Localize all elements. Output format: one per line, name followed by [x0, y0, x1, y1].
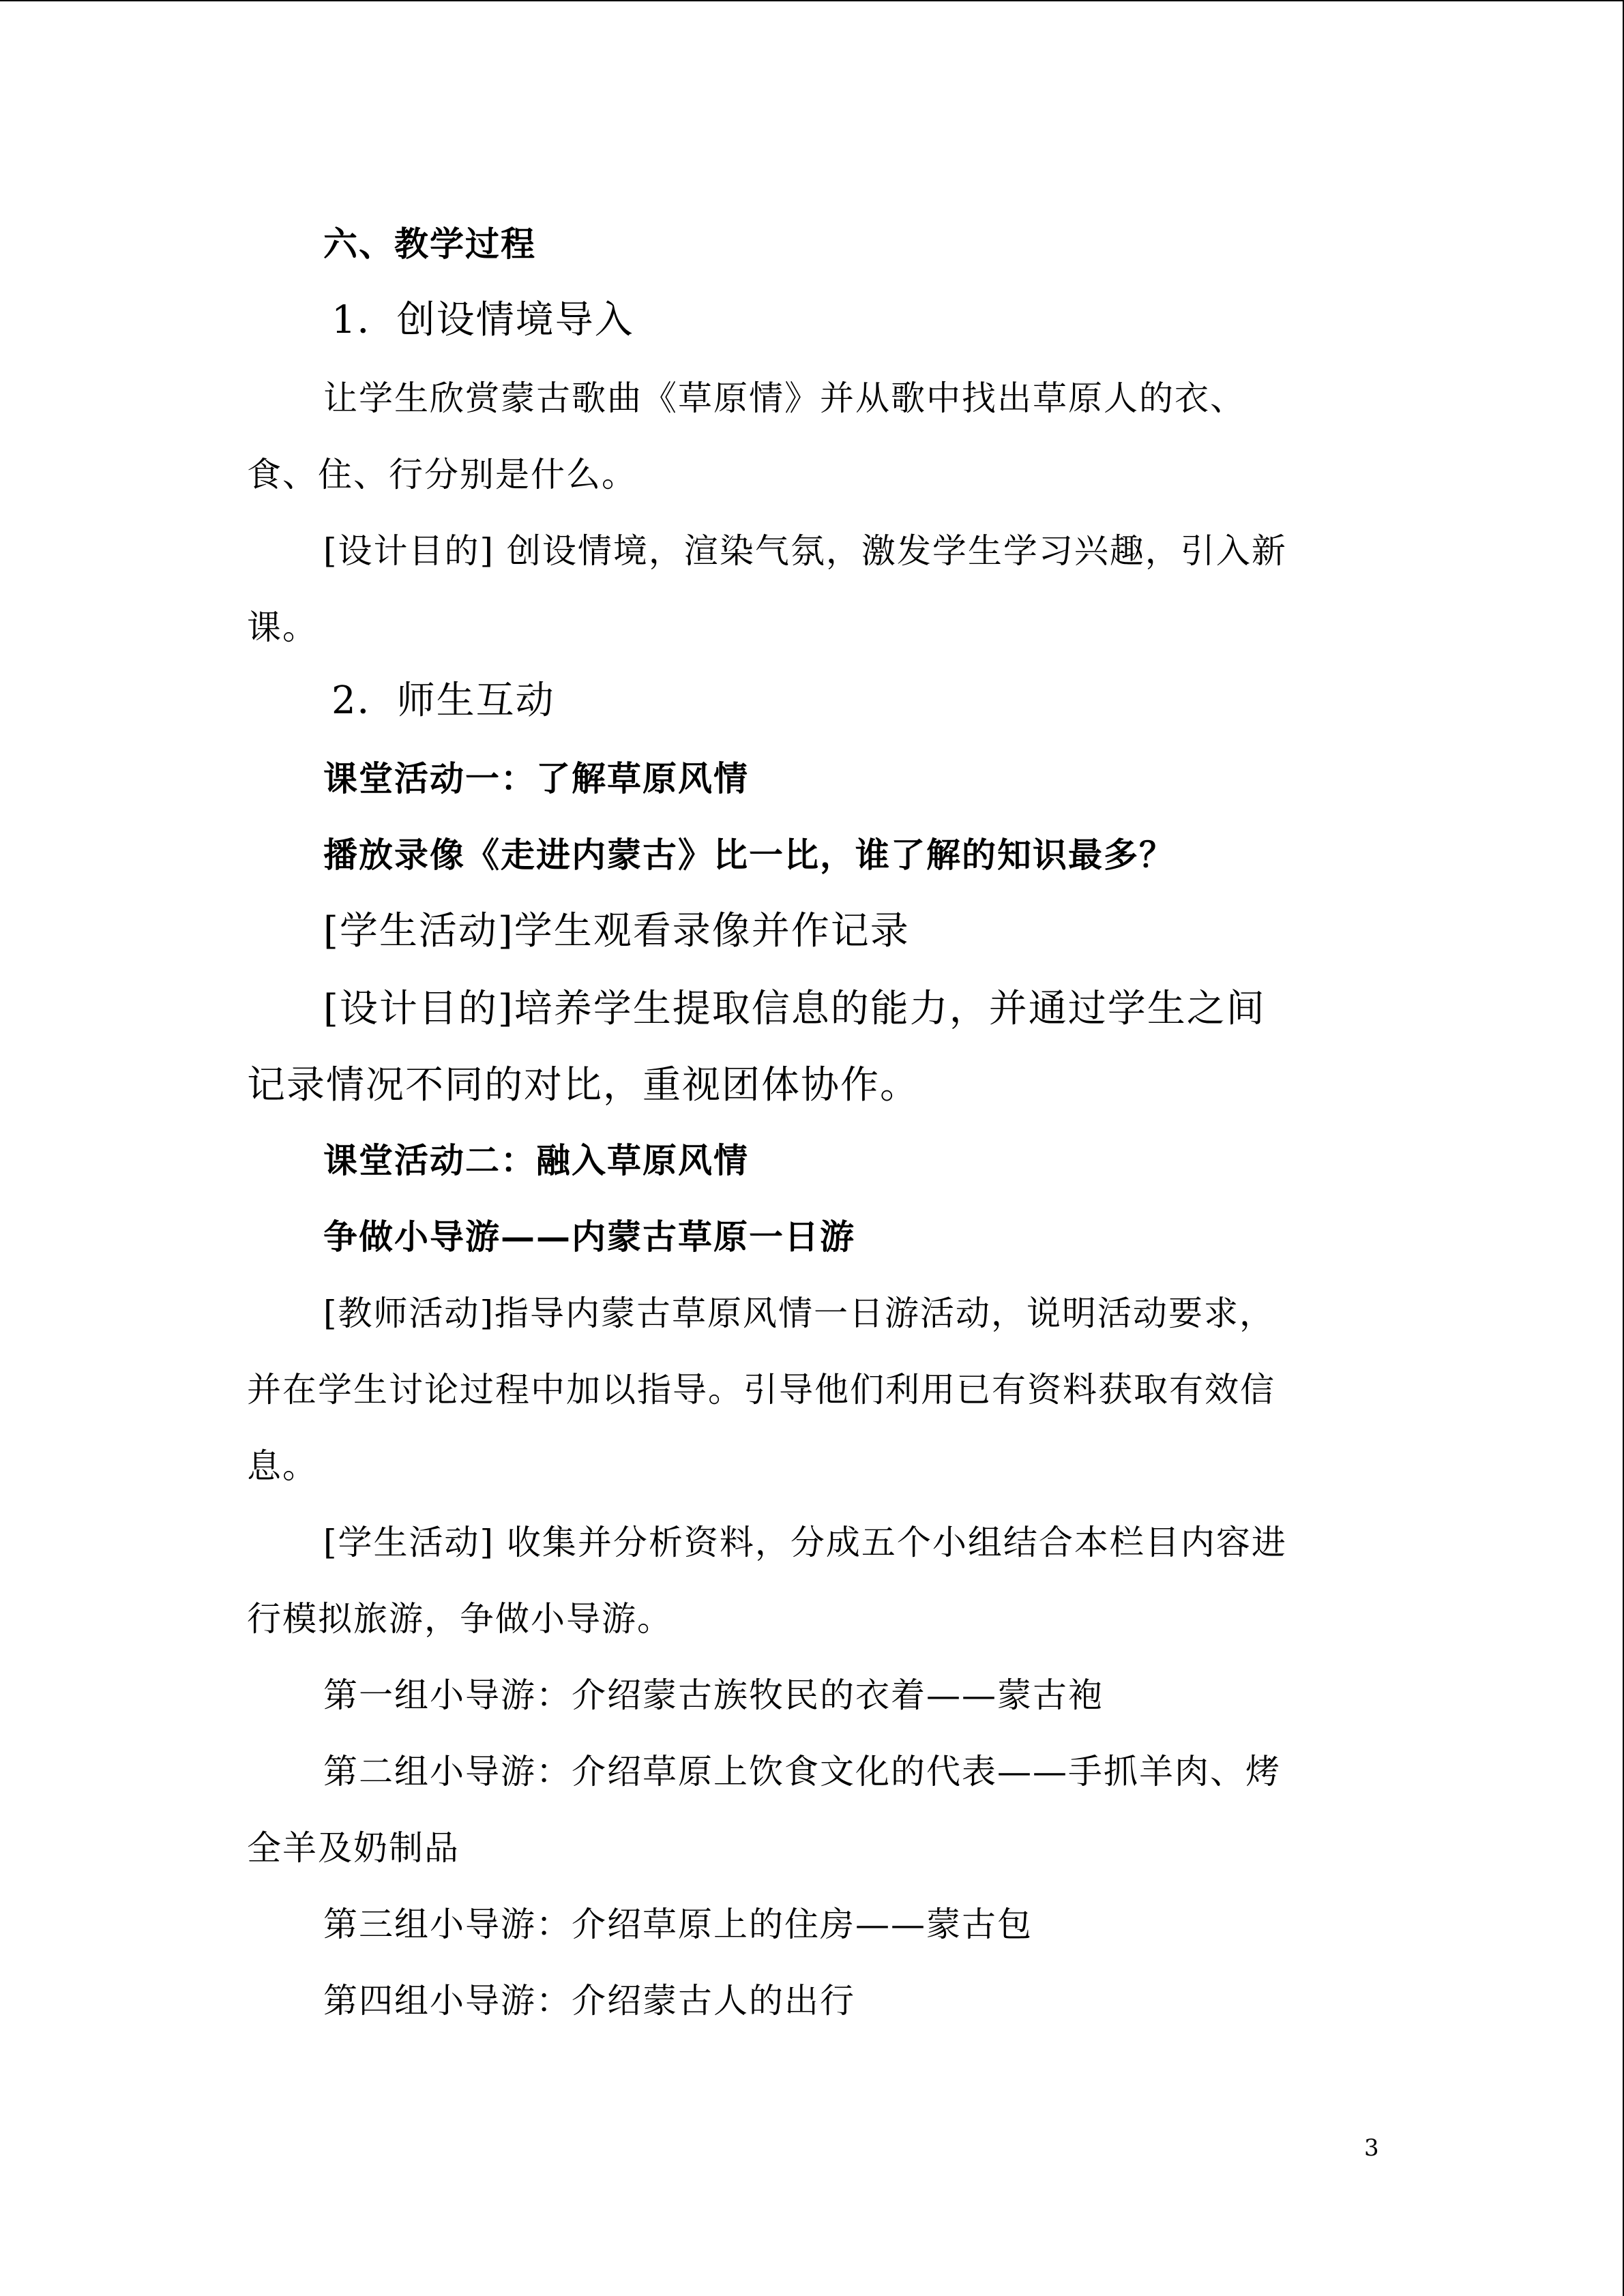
paragraph-line: [学生活动] 收集并分析资料，分成五个小组结合本栏目内容进	[323, 1523, 1287, 1562]
section-heading: 六、教学过程	[323, 224, 536, 264]
paragraph-line: 第三组小导游：介绍草原上的住房——蒙古包	[323, 1905, 1033, 1944]
paragraph-line: [设计目的] 创设情境，渲染气氛，激发学生学习兴趣，引入新	[323, 531, 1287, 571]
paragraph-line: [学生活动]学生观看录像并作记录	[323, 909, 910, 953]
paragraph-line: 行模拟旅游，争做小导游。	[247, 1599, 673, 1639]
paragraph-line: [教师活动]指导内蒙古草原风情一日游活动，说明活动要求，	[323, 1294, 1275, 1333]
paragraph-line: 第四组小导游：介绍蒙古人的出行	[323, 1981, 855, 2021]
paragraph-line: [设计目的]培养学生提取信息的能力，并通过学生之间	[323, 987, 1266, 1031]
activity-heading-2: 课堂活动二：融入草原风情	[323, 1140, 749, 1180]
paragraph-line: 课。	[247, 608, 318, 647]
paragraph-line: 全羊及奶制品	[247, 1828, 460, 1868]
paragraph-line: 并在学生讨论过程中加以指导。引导他们利用已有资料获取有效信	[247, 1370, 1275, 1410]
activity-subheading-2: 争做小导游——内蒙古草原一日游	[323, 1217, 855, 1257]
paragraph-line: 第一组小导游：介绍蒙古族牧民的衣着——蒙古袍	[323, 1675, 1104, 1715]
paragraph-line: 食、住、行分别是什么。	[247, 455, 637, 494]
activity-subheading-1: 播放录像《走进内蒙古》比一比，谁了解的知识最多？	[323, 835, 1175, 875]
paragraph-line: 息。	[247, 1446, 318, 1486]
subsection-heading-1: 1．创设情境导入	[331, 298, 634, 342]
subsection-heading-2: 2．师生互动	[331, 679, 555, 723]
paragraph-line: 记录情况不同的对比，重视团体协作。	[247, 1063, 919, 1107]
activity-heading-1: 课堂活动一：了解草原风情	[323, 758, 749, 799]
page-number: 3	[1364, 2134, 1379, 2162]
paragraph-line: 第二组小导游：介绍草原上饮食文化的代表——手抓羊肉、烤	[323, 1752, 1281, 1791]
paragraph-line: 让学生欣赏蒙古歌曲《草原情》并从歌中找出草原人的衣、	[323, 378, 1245, 418]
